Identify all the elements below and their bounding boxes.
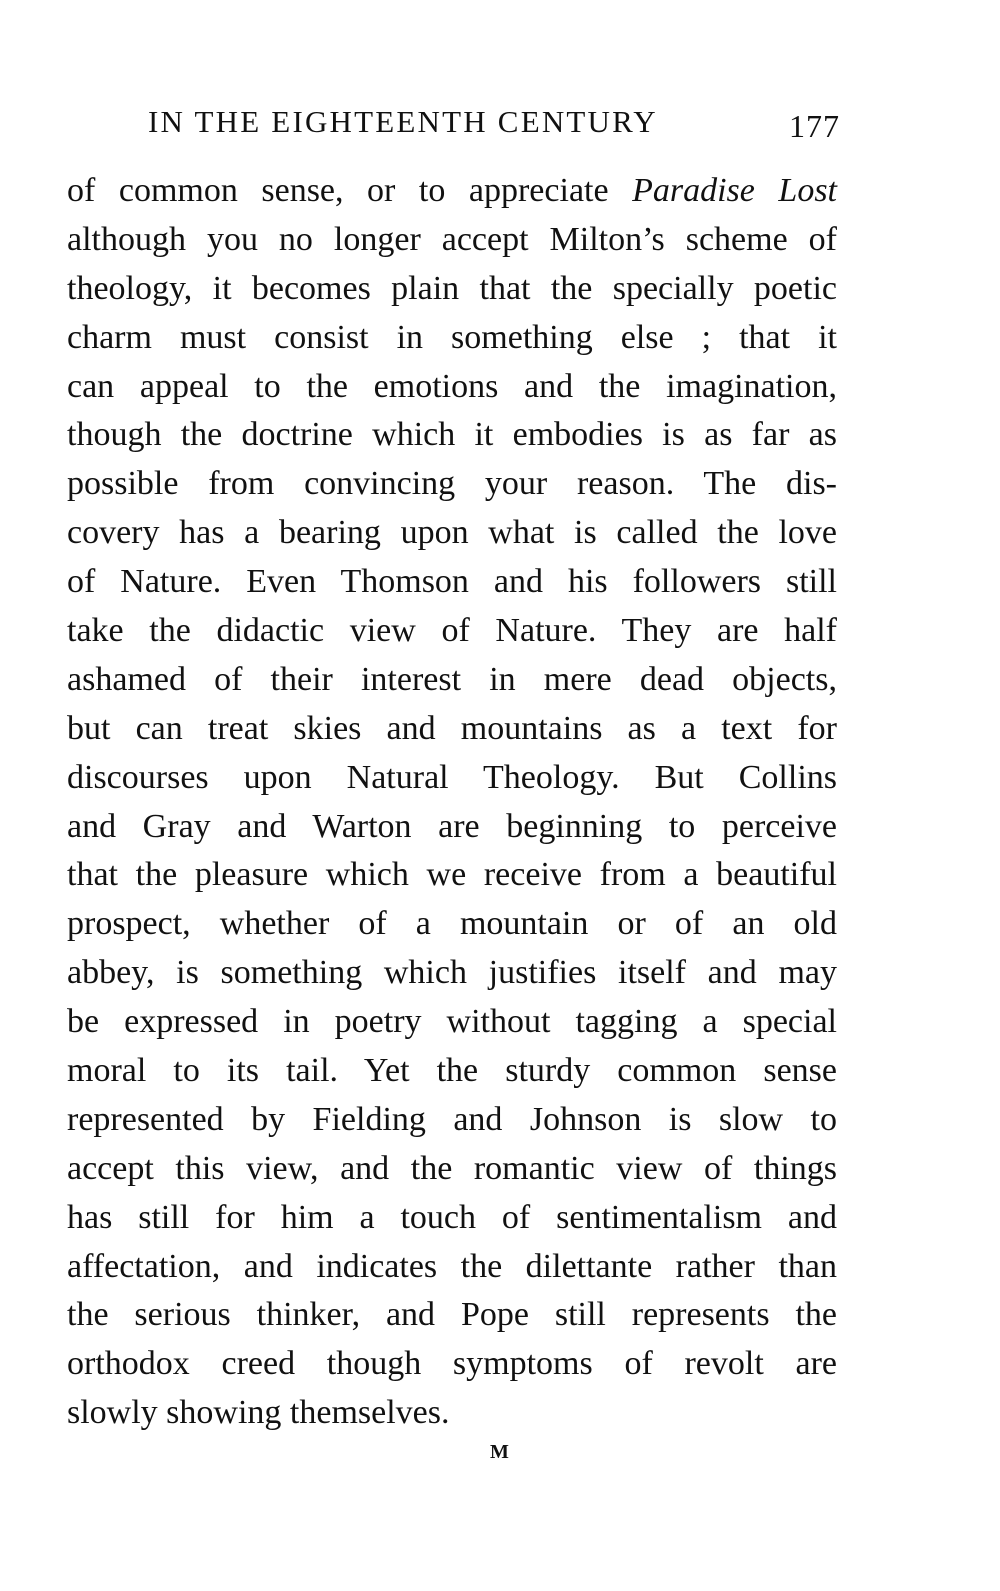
text-line: although you no longer accept Milton’s scheme of — [67, 220, 837, 258]
text-line: but can treat skies and mountains as a text for — [67, 709, 837, 747]
text-line — [67, 167, 837, 216]
text-line: that the pleasure which we receive from a beautiful — [67, 856, 837, 894]
text-line: of Nature. Even Thomson and his followers still — [67, 563, 837, 601]
text-line: theology, it becomes plain that the specially poetic — [67, 269, 837, 307]
text-line: take the didactic view of Nature. They are half — [67, 612, 837, 650]
text-line: has still for him a touch of sentimentalism and — [67, 1198, 837, 1236]
text-line: discourses upon Natural Theology. But Collins — [67, 758, 837, 796]
text-line: possible from convincing your reason. The dis- — [67, 465, 837, 503]
text-line: the serious thinker, and Pope still represents the — [67, 1296, 837, 1334]
page-number: 177 — [789, 108, 840, 144]
book-title-italic: Paradise Lost — [632, 172, 838, 209]
text-line-last: slowly showing themselves. — [67, 1394, 450, 1432]
text-line: affectation, and indicates the dilettante rather than — [67, 1247, 837, 1285]
signature-mark: M — [490, 1441, 510, 1463]
text-line: can appeal to the emotions and the imagination, — [67, 367, 837, 405]
text-line: abbey, is something which justifies itself and may — [67, 954, 837, 992]
text-line: ashamed of their interest in mere dead objects, — [67, 660, 837, 698]
text-line: covery has a bearing upon what is called the love — [67, 514, 837, 552]
text-line: though the doctrine which it embodies is as far as — [67, 416, 837, 454]
text-line: be expressed in poetry without tagging a special — [67, 1003, 837, 1041]
text-line: moral to its tail. Yet the sturdy common sense — [67, 1052, 837, 1090]
text-line: orthodox creed though symptoms of revolt are — [67, 1345, 837, 1383]
text-line: and Gray and Warton are beginning to perceive — [67, 807, 837, 845]
running-title: IN THE EIGHTEENTH CENTURY — [148, 104, 658, 139]
running-head — [148, 98, 840, 146]
line-text: of common sense, or to appreciate — [67, 172, 633, 209]
text-line: accept this view, and the romantic view of things — [67, 1149, 837, 1187]
text-line: prospect, whether of a mountain or of an old — [67, 905, 837, 943]
text-line: represented by Fielding and Johnson is slow to — [67, 1100, 837, 1138]
body-text — [67, 167, 837, 1438]
text-line: charm must consist in something else ; that it — [67, 318, 837, 356]
